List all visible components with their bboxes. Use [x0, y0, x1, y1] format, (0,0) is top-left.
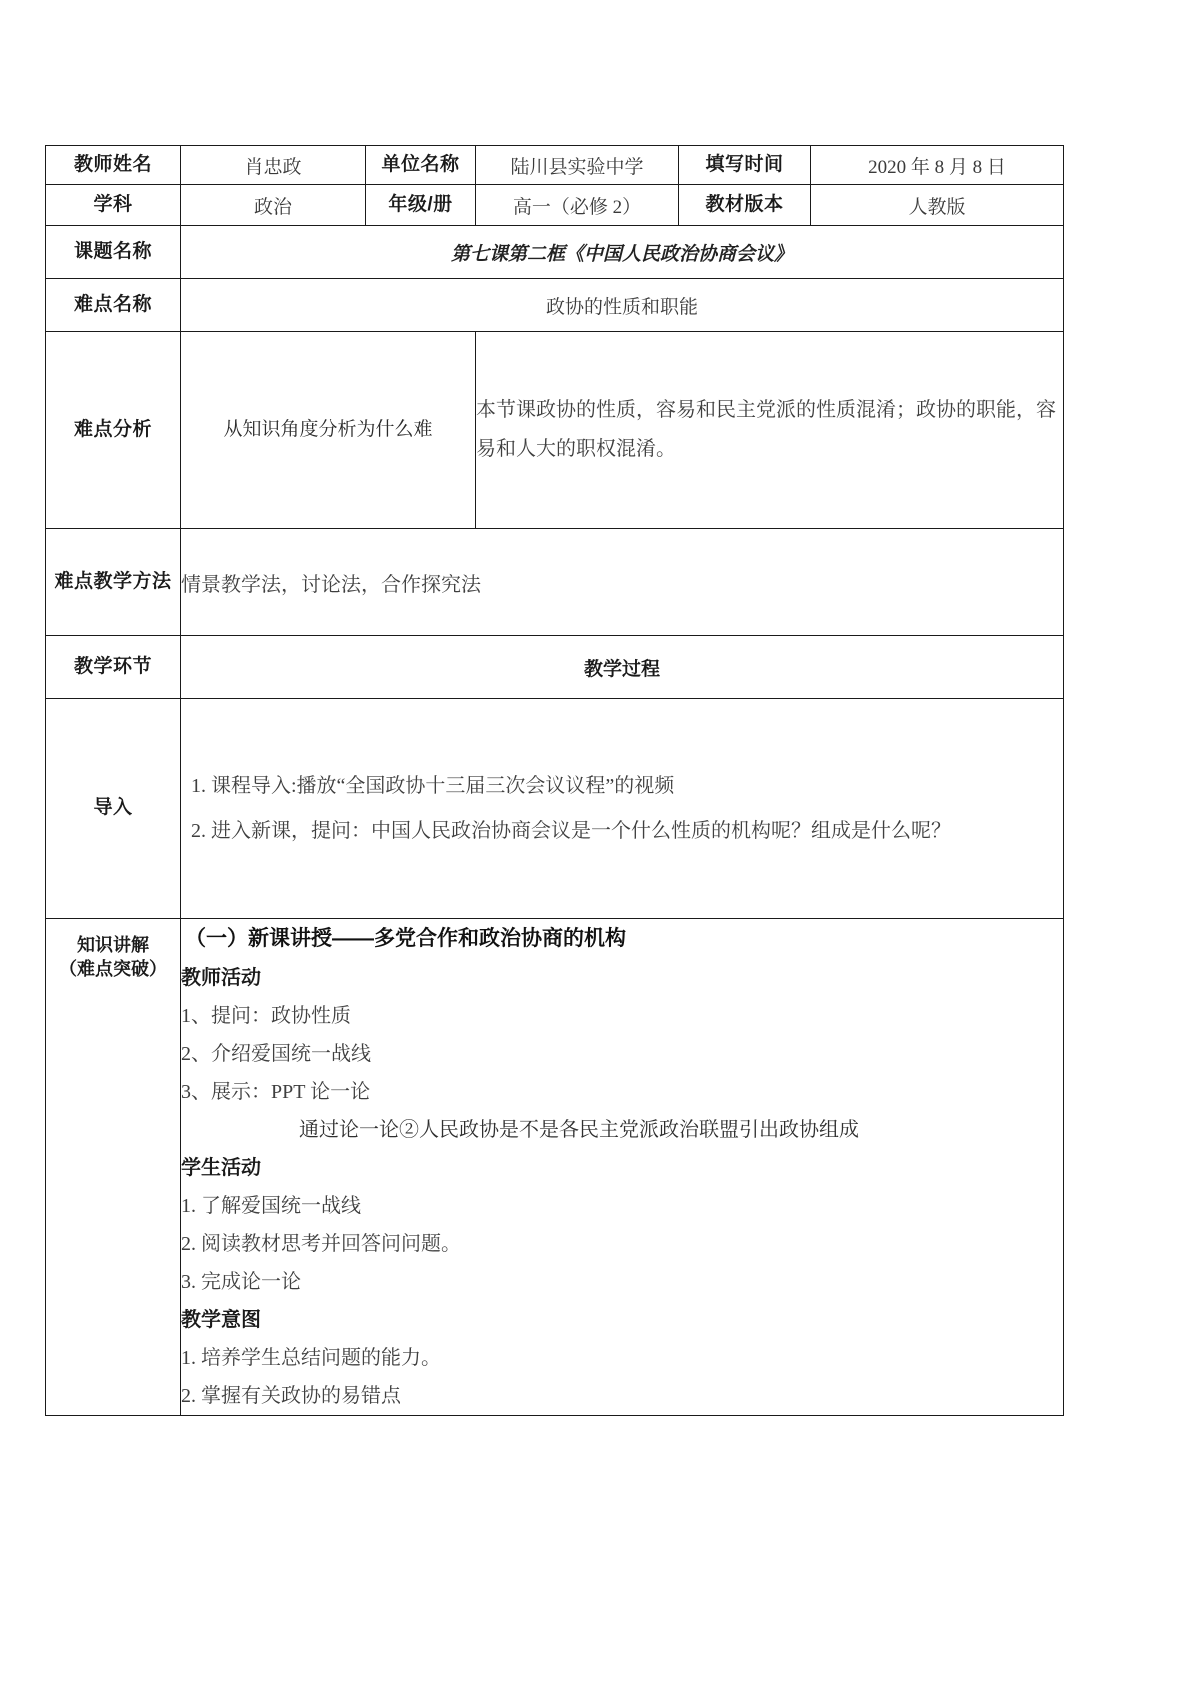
intro-label: 导入 [46, 699, 181, 919]
list-item: 1、提问：政协性质 [181, 1004, 351, 1027]
topic-value: 第七课第二框《中国人民政治协商会议》 [181, 226, 1064, 279]
list-item: 2. 掌握有关政协的易错点 [181, 1384, 401, 1407]
table-row [46, 919, 1064, 1416]
teacher-name-value: 肖忠政 [181, 146, 366, 185]
teaching-method-value: 情景教学法，讨论法，合作探究法 [181, 529, 1064, 636]
topic-label: 课题名称 [46, 226, 181, 279]
lesson-plan-table [45, 145, 1064, 1416]
process-label: 教学过程 [181, 636, 1064, 699]
intent-heading: 教学意图 [181, 1308, 261, 1331]
knowledge-label-line-1: 知识讲解 [77, 935, 149, 955]
fill-time-label: 填写时间 [679, 146, 811, 185]
subject-value: 政治 [181, 185, 366, 226]
intro-line-1: 1. 课程导入:播放“全国政协十三届三次会议议程”的视频 [191, 774, 675, 797]
table-row [46, 185, 1064, 226]
stage-label: 教学环节 [46, 636, 181, 699]
teacher-activity-heading: 教师活动 [181, 966, 261, 989]
subject-label: 学科 [46, 185, 181, 226]
difficulty-analysis-sub-label: 从知识角度分析为什么难 [181, 332, 476, 529]
fill-time-value: 2020 年 8 月 8 日 [811, 146, 1064, 185]
difficulty-name-label: 难点名称 [46, 279, 181, 332]
teacher-activity-indented-note: 通过论一论②人民政协是不是各民主党派政治联盟引出政协组成 [299, 1118, 859, 1141]
unit-name-label: 单位名称 [366, 146, 476, 185]
table-row [46, 699, 1064, 919]
knowledge-label-line-2: （难点突破） [59, 959, 167, 980]
difficulty-analysis-label: 难点分析 [46, 332, 181, 529]
table-row [46, 332, 1064, 529]
teaching-method-label: 难点教学方法 [46, 529, 181, 636]
grade-label: 年级/册 [366, 185, 476, 226]
list-item: 2、介绍爱国统一战线 [181, 1042, 371, 1065]
lesson-plan-sheet [45, 145, 1063, 1416]
table-row [46, 529, 1064, 636]
textbook-label: 教材版本 [679, 185, 811, 226]
table-row [46, 146, 1064, 185]
list-item: 2. 阅读教材思考并回答问问题。 [181, 1232, 461, 1255]
student-activity-heading: 学生活动 [181, 1156, 261, 1179]
textbook-value: 人教版 [811, 185, 1064, 226]
list-item: 3. 完成论一论 [181, 1270, 301, 1293]
list-item: 1. 了解爱国统一战线 [181, 1194, 361, 1217]
table-row [46, 279, 1064, 332]
intro-line-2: 2. 进入新课，提问：中国人民政治协商会议是一个什么性质的机构呢？组成是什么呢？ [191, 819, 951, 842]
knowledge-label [46, 919, 181, 1416]
section-title: （一）新课讲授——多党合作和政治协商的机构 [185, 927, 626, 950]
table-row [46, 636, 1064, 699]
knowledge-body [181, 919, 1064, 1416]
grade-value: 高一（必修 2） [476, 185, 679, 226]
unit-name-value: 陆川县实验中学 [476, 146, 679, 185]
difficulty-name-value: 政协的性质和职能 [181, 279, 1064, 332]
intro-body [181, 699, 1064, 919]
list-item: 1. 培养学生总结问题的能力。 [181, 1346, 441, 1369]
teacher-name-label: 教师姓名 [46, 146, 181, 185]
list-item: 3、展示：PPT 论一论 [181, 1080, 371, 1103]
table-row [46, 226, 1064, 279]
difficulty-analysis-value: 本节课政协的性质，容易和民主党派的性质混淆；政协的职能，容易和人大的职权混淆。 [476, 332, 1064, 529]
